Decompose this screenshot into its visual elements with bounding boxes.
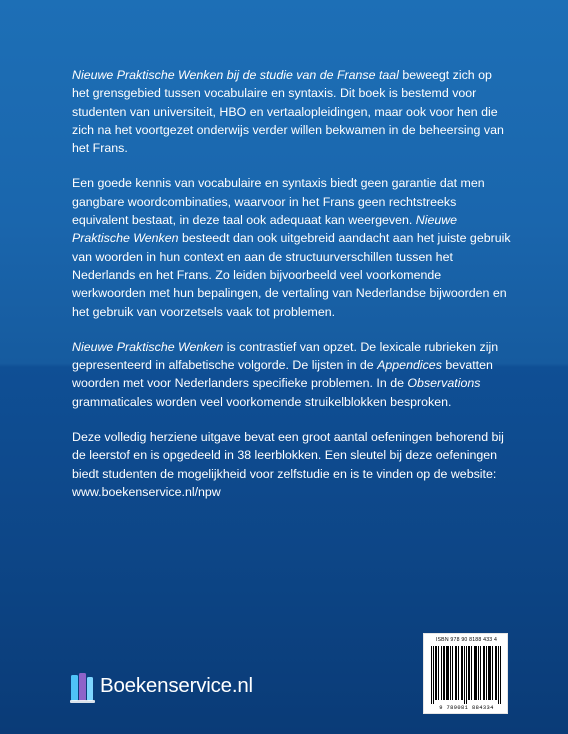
blurb-text: Deze volledig herziene uitgave bevat een groot aantal oefeningen behorend bij de leerstof en is opgedeeld in 38 leerblokken. Een sleutel bij deze oefeningen biedt studenten de mogelijkheid voor zelfstudie en is te vinden op de website: www.boekenservice.nl/npw <box>72 430 504 499</box>
isbn-label: ISBN 978 90 8188 433 4 <box>435 637 498 643</box>
back-cover-blurb <box>72 66 512 518</box>
barcode-bars <box>431 646 503 704</box>
blurb-paragraph-4 <box>72 428 512 501</box>
isbn-barcode <box>423 633 508 714</box>
blurb-text: grammaticales worden veel voorkomende struikelblokken besproken. <box>72 394 452 409</box>
blurb-text: bevatten woorden met voor Nederlanders specifieke problemen. In de <box>72 358 493 391</box>
blurb-text: is contrastief van opzet. De lexicale rubrieken zijn gepresenteerd in alfabetische volgorde. De lijsten in de <box>72 339 499 373</box>
blurb-paragraph-2 <box>72 174 512 320</box>
blurb-text: besteedt dan ook uitgebreid aandacht aan het juiste gebruik van woorden in hun context en aan de structuurverschillen tussen het Nederlands en het Frans. Zo leiden bijvoorbeeld veel voorkomende werkwoorden met hun bepalingen, de vertaling van Nederlandse bijwoorden en het gebruik van voorzetsels vaak tot problemen. <box>72 231 511 319</box>
appendices-italic: Appendices <box>377 358 442 373</box>
observations-italic: Observations <box>407 376 481 391</box>
blurb-text: Een goede kennis van vocabulaire en syntaxis biedt geen garantie dat men gangbare woordcombinaties, waarvoor in het Frans geen rechtstreeks equivalent bestaat, in deze taal ook adequaat kan weergeven. <box>72 176 485 228</box>
blurb-paragraph-1 <box>72 66 512 157</box>
blurb-paragraph-3 <box>72 338 512 411</box>
isbn-digits: 9 789081 884334 <box>439 705 494 711</box>
book-title-italic: Nieuwe Praktische Wenken <box>72 213 458 246</box>
book-title-italic: Nieuwe Praktische Wenken <box>72 339 224 354</box>
publisher-name[interactable]: Boekenservice.nl <box>100 674 253 697</box>
book-title-italic: Nieuwe Praktische Wenken bij de studie van de Franse taal <box>72 68 399 82</box>
book-stack-icon <box>70 670 98 704</box>
blurb-text: beweegt zich op het grensgebied tussen vocabulaire en syntaxis. Dit boek is bestemd voor studenten van universiteit, HBO en vertaalopleidingen, maar ook voor hen die zich na het voortgezet onderwijs verder willen bekwamen in de beheersing van het Frans. <box>72 68 504 156</box>
